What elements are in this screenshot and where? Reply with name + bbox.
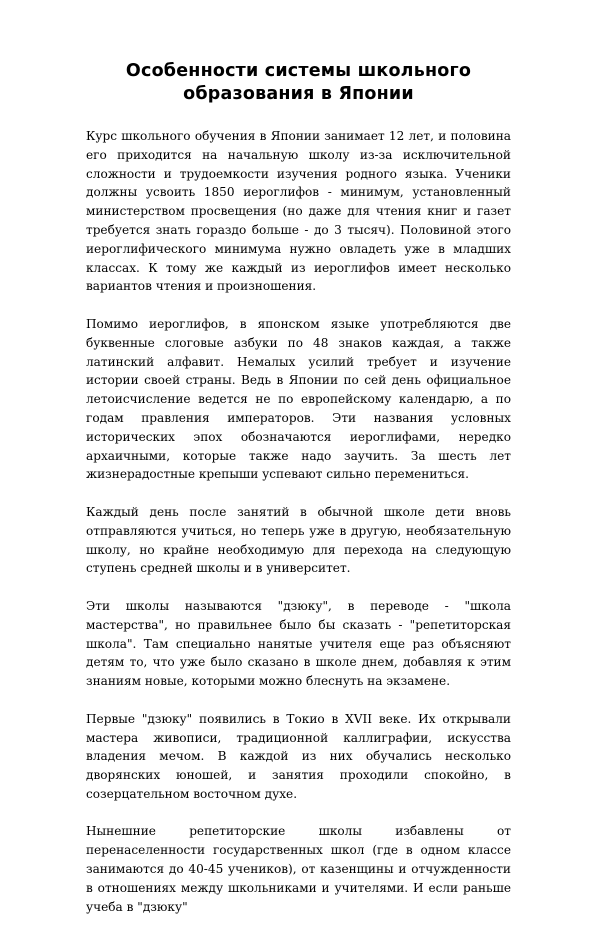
document-page	[86, 60, 511, 935]
paragraph-5: Первые "дзюку" появились в Токио в XVII веке. Их открывали мастера живописи, традиционной каллиграфии, искусства владения мечом. В каждой из них обучались несколько дворянских юношей, и занятия проходили спокойно, в созерцательном восточном духе.	[86, 711, 511, 801]
paragraph-4: Эти школы называются "дзюку", в переводе - "школа мастерства", но правильнее было бы сказать - "репетиторская школа". Там специально нанятые учителя еще раз объясняют детям то, что уже было сказано в школе днем, добавляя к этим знаниям новые, которыми можно блеснуть на экзамене.	[86, 598, 511, 689]
paragraph-3: Каждый день после занятий в обычной школе дети вновь отправляются учиться, но теперь уже в другую, необязательную школу, но крайне необходимую для перехода на следующую ступень средней школы и в университет.	[86, 504, 511, 576]
paragraph-2: Помимо иероглифов, в японском языке употребляются две буквенные слоговые азбуки по 48 знаков каждая, а также латинский алфавит. Немалых усилий требует и изучение истории своей страны. Ведь в Японии по сей день официальное летоисчисление ведется не по европейскому календарю, а по годам правления императоров. Эти названия условных исторических эпох обозначаются иероглифами, нередко архаичными, которые также надо заучить. За шесть лет жизнерадостные крепыши успевают сильно перемениться.	[86, 316, 511, 482]
page-title: Особенности системы школьного образования в Японии	[125, 61, 472, 104]
paragraph-1: Курс школьного обучения в Японии занимает 12 лет, и половина его приходится на начальную школу из-за исключительной сложности и трудоемкости изучения родного языка. Ученики должны усвоить 1850 иероглифов - минимум, установленный министерством просвещения (но даже для чтения книг и газет требуется знать гораздо больше - до 3 тысяч). Половиной этого иероглифического минимума нужно овладеть уже в младших классах. К тому же каждый из иероглифов имеет несколько вариантов чтения и произношения.	[86, 129, 511, 294]
paragraph-6: Нынешние репетиторские школы избавлены от перенаселенности государственных школ (где в одном классе занимаются до 40-45 учеников), от казенщины и отчужденности в отношениях между школьниками и учителями. И если раньше учеба в "дзюку"	[86, 824, 511, 914]
